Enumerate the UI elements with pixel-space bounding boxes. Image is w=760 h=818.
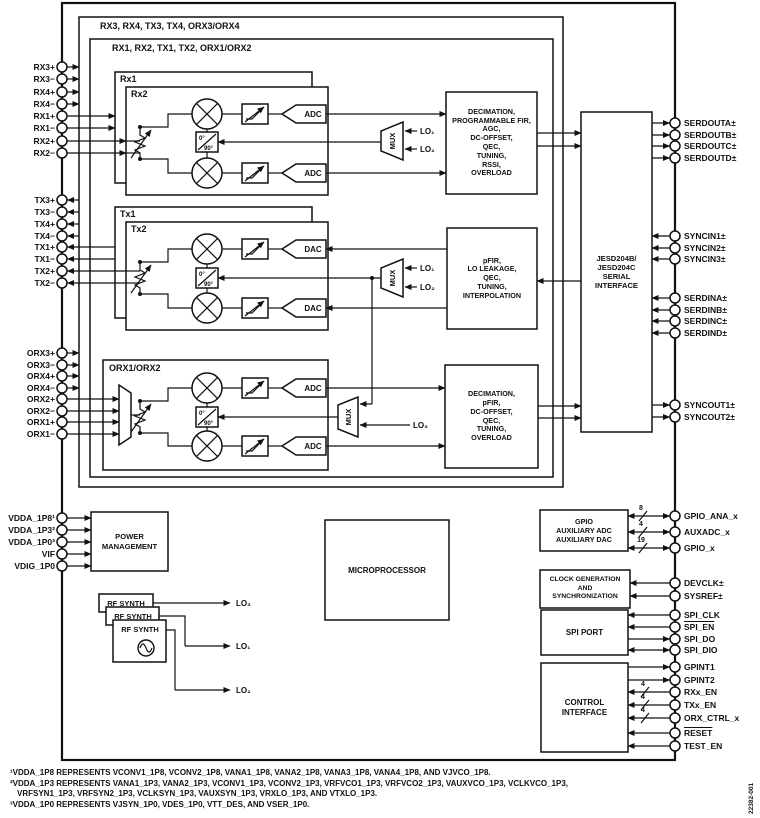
- pin-label: RESET: [684, 728, 713, 738]
- pin-label: SERDOUTD±: [684, 153, 737, 163]
- text-line: TUNING,: [476, 424, 507, 434]
- text-line: CLOCK GENERATION: [549, 576, 621, 584]
- pin-label: SYNCIN1±: [684, 231, 726, 241]
- pin-label: TX2−: [34, 278, 55, 288]
- mux-label: MUX: [388, 132, 397, 150]
- svg-text:90°: 90°: [204, 146, 214, 152]
- text-line: SPI PORT: [565, 628, 604, 637]
- svg-text:0°: 0°: [199, 411, 205, 417]
- rx1-label: Rx1: [120, 74, 137, 84]
- pin-label: VDDA_1P3²: [8, 525, 55, 535]
- text-line: AUXILIARY ADC: [556, 526, 612, 535]
- pin-label: VDIG_1P0: [14, 561, 55, 571]
- pin-label: RX2−: [33, 148, 55, 158]
- pin-label: ORX1−: [26, 429, 55, 439]
- text-line: pFIR,: [482, 397, 501, 407]
- footnote-1: ¹VDDA_1P8 REPRESENTS VCONV1_1P8, VCONV2_1P8, VANA1_1P8, VANA2_1P8, VANA3_1P8, VANA4_1P8, AND VJVCO_1P8.: [10, 768, 491, 777]
- pin-label: RX3−: [33, 74, 55, 84]
- adc-label: ADC: [304, 169, 322, 178]
- footnote-2: ²VDDA_1P3 REPRESENTS VANA1_1P3, VANA2_1P3, VCONV1_1P3, VCONV2_1P3, VRFVCO1_1P3, VRFVCO2_1P3, VAUXVCO_1P3, VCLKVCO_1P3,: [10, 779, 568, 788]
- adc-label: ADC: [304, 384, 322, 393]
- text-line: INTERPOLATION: [462, 290, 522, 300]
- pin-label: SYSREF±: [684, 591, 723, 601]
- text-line: AUXILIARY DAC: [556, 535, 612, 544]
- synth-lo1-label: LO₁: [236, 642, 251, 651]
- svg-text:0°: 0°: [199, 272, 205, 278]
- pin-label: ORX_CTRL_x: [684, 713, 740, 723]
- pin-label: ORX2+: [26, 394, 55, 404]
- pin-label: SYNCIN2±: [684, 243, 726, 253]
- dac-label: DAC: [304, 304, 322, 313]
- svg-text:90°: 90°: [204, 282, 214, 288]
- text-line: RSSI,: [482, 159, 501, 169]
- footnote-2-cont: VRFSYN1_1P3, VRFSYN2_1P3, VCLKSYN_1P3, VAUXSYN_1P3, VRXLO_1P3, AND VTXLO_1P3.: [17, 789, 378, 798]
- text-line: CONTROL: [564, 697, 605, 707]
- pin-label: RX4+: [33, 87, 55, 97]
- text-line: JESD204B/: [596, 253, 637, 263]
- pin-label: VIF: [41, 549, 55, 559]
- pin-label: SERDOUTA±: [684, 118, 736, 128]
- text-line: DECIMATION,: [468, 106, 515, 116]
- pin-label: ORX4+: [26, 371, 55, 381]
- footnote-3: ³VDDA_1P0 REPRESENTS VJSYN_1P0, VDES_1P0, VTT_DES, AND VSER_1P0.: [10, 800, 310, 809]
- pin-label: ORX3−: [26, 360, 55, 370]
- mux-label: MUX: [388, 269, 397, 287]
- pin-label: VDDA_1P0³: [8, 537, 55, 547]
- text-line: INTERFACE: [561, 707, 608, 717]
- pin-label: TX4−: [34, 231, 55, 241]
- group-label-rx34: RX3, RX4, TX3, TX4, ORX3/ORX4: [100, 21, 240, 31]
- text-line: pFIR,: [483, 255, 501, 265]
- synth-lo2-label: LO₂: [236, 686, 251, 695]
- figure-number: 22382-001: [748, 782, 755, 814]
- microprocessor-text: [325, 520, 449, 620]
- dac-label: DAC: [304, 245, 322, 254]
- group-label-rx12: RX1, RX2, TX1, TX2, ORX1/ORX2: [112, 43, 252, 53]
- orx-dsp-text: [445, 365, 538, 468]
- svg-text:90°: 90°: [204, 421, 214, 427]
- pin-label: TX3+: [34, 195, 55, 205]
- tx2-label: Tx2: [131, 224, 147, 234]
- pin-label: SYNCIN3±: [684, 254, 726, 264]
- pin-label: SPI_CLK: [684, 610, 720, 620]
- pin-label: SERDINB±: [684, 305, 727, 315]
- text-line: AND: [577, 584, 593, 592]
- pin-label: ORX4−: [26, 383, 55, 393]
- pin-label: GPINT1: [684, 662, 715, 672]
- text-line: QEC,: [483, 273, 501, 283]
- bus-width-label: 4: [641, 681, 645, 688]
- text-line: LO LEAKAGE,: [467, 264, 517, 274]
- text-line: DC-OFFSET,: [470, 406, 513, 416]
- orx-lo3-label: LO₃: [413, 421, 428, 430]
- pin-label: TX4+: [34, 219, 55, 229]
- pin-label: GPIO_x: [684, 543, 715, 553]
- pin-label: TX2+: [34, 266, 55, 276]
- synth-lo3-label: LO₃: [236, 599, 251, 608]
- text-line: QEC,: [482, 415, 501, 425]
- pin-label: ORX3+: [26, 348, 55, 358]
- jesd-text: [581, 112, 652, 432]
- text-line: JESD204C: [597, 262, 636, 272]
- pin-label: GPIO_ANA_x: [684, 511, 738, 521]
- text-line: SERIAL: [602, 272, 631, 281]
- rx-dsp-text: [446, 92, 537, 194]
- bus-width-label: 4: [639, 521, 643, 528]
- text-line: GPIO: [575, 517, 593, 526]
- pin-label: SPI_EN: [684, 622, 715, 632]
- gpio-aux-text: [540, 510, 628, 551]
- tx-lo1-label: LO₁: [420, 264, 435, 273]
- pin-label: ORX2−: [26, 406, 55, 416]
- pin-label: TX1+: [34, 242, 55, 252]
- bus-width-label: 4: [641, 694, 645, 701]
- pin-label: RX3+: [33, 62, 55, 72]
- pin-label: RXx_EN: [684, 687, 718, 697]
- pin-label: RX2+: [33, 136, 55, 146]
- pin-label: SYNCOUT1±: [684, 400, 735, 410]
- pin-label: GPINT2: [684, 675, 715, 685]
- pin-label: SPI_DIO: [684, 645, 718, 655]
- pin-label: TEST_EN: [684, 741, 723, 751]
- bus-width-label: 19: [637, 537, 645, 544]
- adc-label: ADC: [304, 442, 322, 451]
- power-management-text: [91, 512, 168, 571]
- mux-label: MUX: [344, 408, 353, 426]
- text-line: PROGRAMMABLE FIR,: [452, 115, 531, 125]
- rx2-label: Rx2: [131, 89, 148, 99]
- text-line: TUNING,: [476, 150, 507, 160]
- svg-text:RF SYNTH: RF SYNTH: [114, 612, 152, 621]
- tx1-label: Tx1: [120, 209, 136, 219]
- spi-port-text: [541, 610, 628, 655]
- pin-label: SERDIND±: [684, 328, 727, 338]
- pin-label: RX1+: [33, 111, 55, 121]
- pin-label: TX1−: [34, 254, 55, 264]
- pin-label: SERDINA±: [684, 293, 727, 303]
- text-line: INTERFACE: [594, 281, 639, 291]
- text-line: DECIMATION,: [468, 389, 515, 399]
- pin-label: RX4−: [33, 99, 55, 109]
- clock-gen-text: [540, 570, 630, 608]
- pin-label: DEVCLK±: [684, 578, 724, 588]
- svg-text:0°: 0°: [199, 136, 205, 142]
- text-line: POWER: [115, 532, 144, 542]
- text-line: SYNCHRONIZATION: [552, 593, 618, 601]
- svg-text:RF SYNTH: RF SYNTH: [107, 599, 145, 608]
- pin-label: SYNCOUT2±: [684, 412, 735, 422]
- text-line: AGC,: [482, 124, 501, 134]
- text-line: MANAGEMENT: [101, 541, 158, 551]
- pin-label: AUXADC_x: [684, 527, 730, 537]
- pin-label: VDDA_1P8¹: [8, 513, 55, 523]
- pin-label: ORX1+: [26, 417, 55, 427]
- bus-width-label: 8: [639, 505, 643, 512]
- text-line: QEC,: [482, 142, 501, 151]
- text-line: TUNING,: [477, 281, 507, 291]
- text-line: MICROPROCESSOR: [348, 565, 426, 575]
- control-interface-text: [541, 663, 628, 752]
- rx-lo1-label: LO₁: [420, 127, 435, 136]
- pin-label: SPI_DO: [684, 634, 716, 644]
- tx-lo2-label: LO₂: [420, 283, 435, 292]
- pin-label: TX3−: [34, 207, 55, 217]
- svg-text:RF SYNTH: RF SYNTH: [121, 625, 159, 634]
- pin-label: RX1−: [33, 123, 55, 133]
- adc-label: ADC: [304, 110, 322, 119]
- text-line: DC-OFFSET,: [470, 133, 513, 143]
- pin-label: SERDOUTB±: [684, 130, 737, 140]
- orx-label: ORX1/ORX2: [109, 363, 161, 373]
- text-line: OVERLOAD: [471, 168, 512, 178]
- pin-label: SERDOUTC±: [684, 141, 737, 151]
- bus-width-label: 4: [641, 707, 645, 714]
- pin-label: TXx_EN: [684, 700, 717, 710]
- rx-lo2-label: LO₂: [420, 145, 435, 154]
- pin-label: SERDINC±: [684, 316, 727, 326]
- tx-dsp-text: [447, 228, 537, 329]
- text-line: OVERLOAD: [471, 433, 512, 443]
